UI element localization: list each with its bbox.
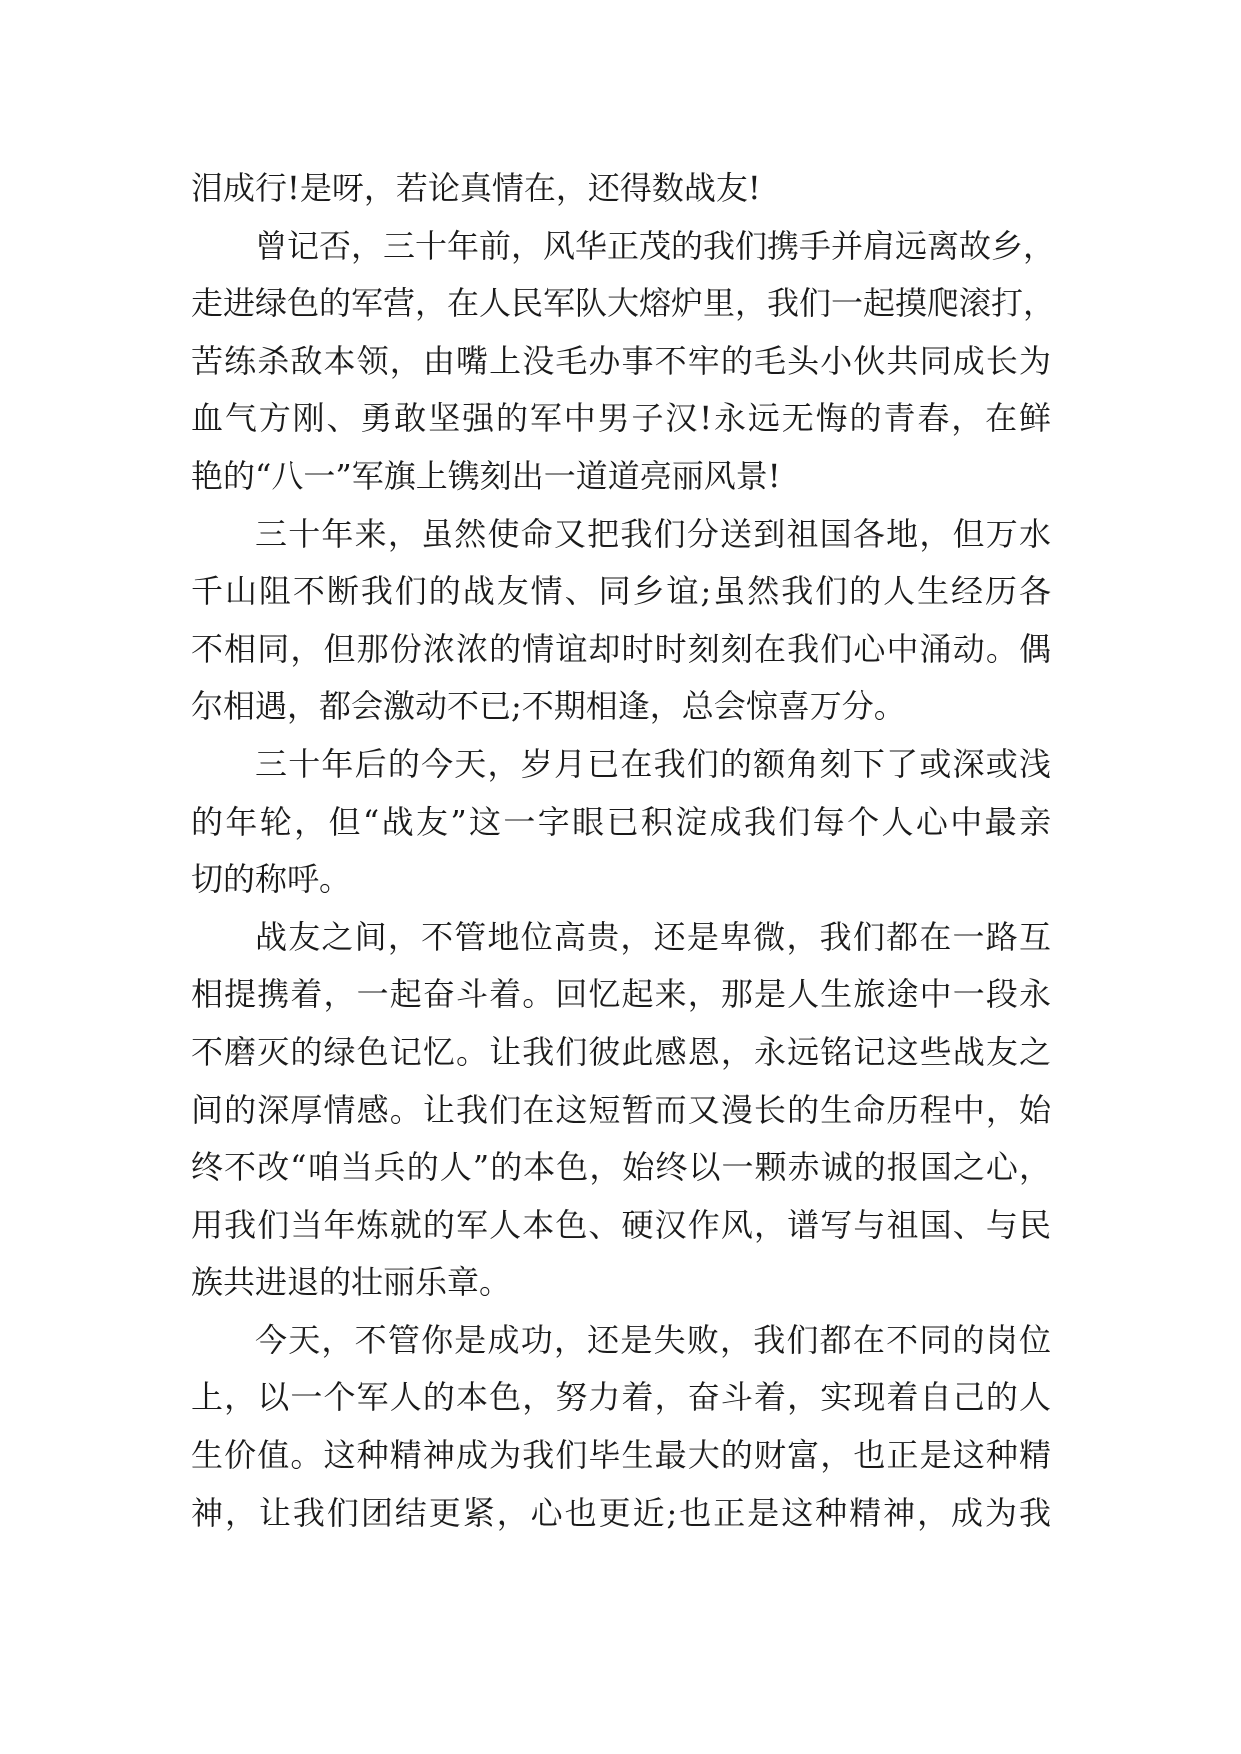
text-line: 不相同，但那份浓浓的情谊却时时刻刻在我们心中涌动。偶 — [191, 629, 1051, 668]
text-line: 血气方刚、勇敢坚强的军中男子汉!永远无悔的青春，在鲜 — [191, 399, 1051, 438]
text-line: 曾记否，三十年前，风华正茂的我们携手并肩远离故乡， — [255, 226, 1056, 265]
text-line: 的年轮，但“战友”这一字眼已积淀成我们每个人心中最亲 — [191, 802, 1051, 841]
text-line: 泪成行!是呀，若论真情在，还得数战友! — [191, 169, 761, 207]
text-line: 神，让我们团结更紧，心也更近;也正是这种精神，成为我 — [191, 1493, 1051, 1532]
text-line: 千山阻不断我们的战友情、同乡谊;虽然我们的人生经历各 — [191, 572, 1051, 611]
body-text — [191, 160, 1056, 1542]
text-line: 间的深厚情感。让我们在这短暂而又漫长的生命历程中，始 — [191, 1090, 1051, 1129]
text-line: 相提携着，一起奋斗着。回忆起来，那是人生旅途中一段永 — [191, 975, 1051, 1014]
text-line: 生价值。这种精神成为我们毕生最大的财富，也正是这种精 — [191, 1436, 1051, 1475]
text-line: 战友之间，不管地位高贵，还是卑微，我们都在一路互 — [255, 917, 1051, 956]
text-line: 艳的“八一”军旗上镌刻出一道道亮丽风景! — [191, 456, 781, 495]
text-line: 今天，不管你是成功，还是失败，我们都在不同的岗位 — [255, 1320, 1051, 1359]
text-line: 上，以一个军人的本色，努力着，奋斗着，实现着自己的人 — [191, 1378, 1051, 1417]
text-line: 三十年来，虽然使命又把我们分送到祖国各地，但万水 — [255, 514, 1051, 553]
text-line: 不磨灭的绿色记忆。让我们彼此感恩，永远铭记这些战友之 — [191, 1032, 1051, 1071]
text-line: 切的称呼。 — [191, 860, 352, 899]
text-line: 苦练杀敌本领，由嘴上没毛办事不牢的毛头小伙共同成长为 — [191, 341, 1051, 380]
text-line: 三十年后的今天，岁月已在我们的额角刻下了或深或浅 — [255, 744, 1051, 783]
text-line: 尔相遇，都会激动不已;不期相逢，总会惊喜万分。 — [191, 687, 906, 726]
text-line: 用我们当年炼就的军人本色、硬汉作风，谱写与祖国、与民 — [191, 1205, 1051, 1244]
text-line: 族共进退的壮丽乐章。 — [191, 1263, 512, 1302]
text-line: 终不改“咱当兵的人”的本色，始终以一颗赤诚的报国之心， — [191, 1148, 1051, 1187]
text-line: 走进绿色的军营，在人民军队大熔炉里，我们一起摸爬滚打， — [191, 284, 1056, 323]
